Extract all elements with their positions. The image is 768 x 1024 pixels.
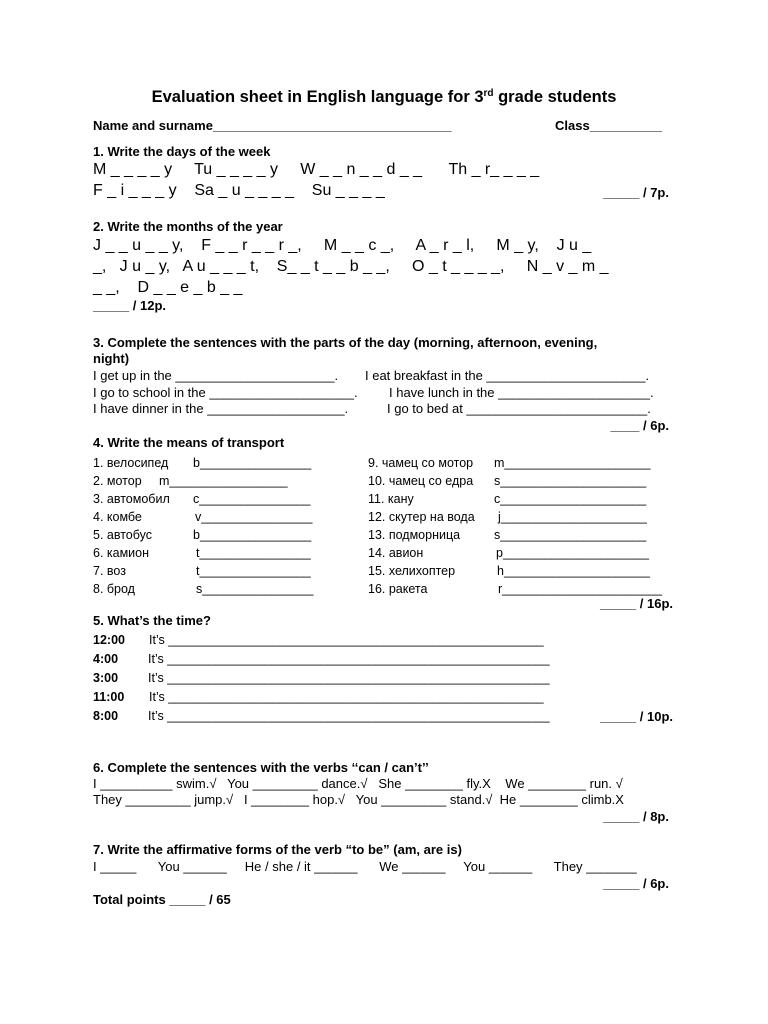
section-1-line-2: F _ i _ _ _ y Sa _ u _ _ _ _ Su _ _ _ _ [93, 182, 385, 199]
transport-word: 15. хелихоптер [368, 564, 456, 578]
sentence-school: I go to school in the ____________________. [93, 385, 358, 400]
sentence-bed: I go to bed at _________________________. [387, 401, 651, 416]
transport-answer[interactable]: s_____________________ [494, 474, 647, 488]
transport-word: 2. мотор [93, 474, 142, 488]
section-1-line-1: M _ _ _ _ y Tu _ _ _ _ y W _ _ n _ _ d _ _ Th _ r_ _ _ _ [93, 161, 540, 178]
transport-word: 10. чамец со едра [368, 474, 474, 488]
transport-answer[interactable]: t________________ [196, 546, 311, 560]
section-4-heading: 4. Write the means of transport [93, 435, 285, 450]
section-3-heading: 3. Complete the sentences with the parts of the day (morning, afternoon, evening, [93, 335, 598, 350]
section-2-line-1: J _ _ u _ _ y, F _ _ r _ _ r _, M _ _ c _, A _ r _ l, M _ y, J u _ [93, 237, 592, 254]
section-7-score: _____ / 6p. [603, 876, 669, 891]
section-4-score: _____ / 16p. [600, 596, 673, 611]
transport-answer[interactable]: m_________________ [159, 474, 288, 488]
transport-answer[interactable]: m_____________________ [494, 456, 651, 470]
time-value: 8:00 [93, 709, 119, 723]
transport-word: 12. скутер на вода [368, 510, 475, 524]
section-1-heading: 1. Write the days of the week [93, 144, 271, 159]
section-5-heading: 5. What’s the time? [93, 613, 211, 628]
transport-answer[interactable]: r_______________________ [498, 582, 663, 596]
transport-word: 7. воз [93, 564, 126, 578]
transport-answer[interactable]: s________________ [196, 582, 314, 596]
total-points: Total points _____ / 65 [93, 892, 231, 907]
transport-answer[interactable]: t________________ [196, 564, 311, 578]
transport-answer[interactable]: h_____________________ [497, 564, 650, 578]
page-title: Evaluation sheet in English language for 3rd grade students [151, 88, 617, 106]
name-field[interactable]: Name and surname_________________________________ [93, 118, 452, 133]
time-answer[interactable]: It’s ______________________________________________________ [149, 690, 544, 704]
section-5-score: _____ / 10p. [600, 709, 673, 724]
section-1-score: _____ / 7p. [603, 185, 669, 200]
transport-answer[interactable]: c_____________________ [494, 492, 647, 506]
time-value: 11:00 [93, 690, 125, 704]
transport-word: 8. брод [93, 582, 135, 596]
transport-answer[interactable]: p_____________________ [496, 546, 649, 560]
section-7-heading: 7. Write the affirmative forms of the verb “to be” (am, are is) [93, 842, 462, 857]
transport-answer[interactable]: b________________ [193, 528, 312, 542]
class-field[interactable]: Class__________ [555, 118, 662, 133]
section-6-heading: 6. Complete the sentences with the verbs ‘‘can / can’t’’ [93, 760, 429, 775]
transport-answer[interactable]: j_____________________ [498, 510, 647, 524]
transport-word: 4. комбе [93, 510, 142, 524]
sentence-dinner: I have dinner in the ___________________. [93, 401, 349, 416]
section-3-heading-cont: night) [93, 351, 130, 366]
time-answer[interactable]: It’s ______________________________________________________ [149, 633, 544, 647]
sentence-lunch: I have lunch in the _____________________. [389, 385, 654, 400]
section-6-line-2: They _________ jump.√ I ________ hop.√ You _________ stand.√ He ________ climb.X [93, 792, 624, 807]
sentence-get-up: I get up in the ______________________. [93, 368, 339, 383]
transport-answer[interactable]: s_____________________ [494, 528, 647, 542]
section-2-line-2: _, J u _ y, A u _ _ _ t, S_ _ t _ _ b _ _, O _ t _ _ _ _, N _ v _ m _ [93, 258, 609, 275]
section-2-heading: 2. Write the months of the year [93, 219, 283, 234]
section-2-score: _____ / 12p. [93, 298, 166, 313]
time-value: 3:00 [93, 671, 119, 685]
transport-word: 13. подморница [368, 528, 461, 542]
transport-word: 14. авион [368, 546, 424, 560]
transport-answer[interactable]: v________________ [195, 510, 313, 524]
transport-word: 11. кану [368, 492, 414, 506]
section-3-score: ____ / 6p. [610, 418, 669, 433]
sentence-breakfast: I eat breakfast in the ______________________. [365, 368, 650, 383]
section-2-line-3: _ _, D _ _ e _ b _ _ [93, 279, 243, 296]
transport-word: 5. автобус [93, 528, 152, 542]
time-answer[interactable]: It’s _______________________________________________________ [148, 709, 550, 723]
transport-answer[interactable]: b________________ [193, 456, 312, 470]
transport-word: 16. ракета [368, 582, 428, 596]
time-value: 4:00 [93, 652, 119, 666]
section-6-line-1: I __________ swim.√ You _________ dance.√ She ________ fly.X We ________ run. √ [93, 776, 623, 791]
time-value: 12:00 [93, 633, 125, 647]
time-answer[interactable]: It’s _______________________________________________________ [148, 652, 550, 666]
section-6-score: _____ / 8p. [603, 809, 669, 824]
section-7-line-1: I _____ You ______ He / she / it ______ We ______ You ______ They _______ [93, 859, 637, 874]
transport-word: 9. чамец со мотор [368, 456, 474, 470]
transport-word: 3. автомобил [93, 492, 170, 506]
transport-word: 1. велосипед [93, 456, 169, 470]
transport-word: 6. камион [93, 546, 150, 560]
time-answer[interactable]: It’s _______________________________________________________ [148, 671, 550, 685]
transport-answer[interactable]: c________________ [193, 492, 311, 506]
